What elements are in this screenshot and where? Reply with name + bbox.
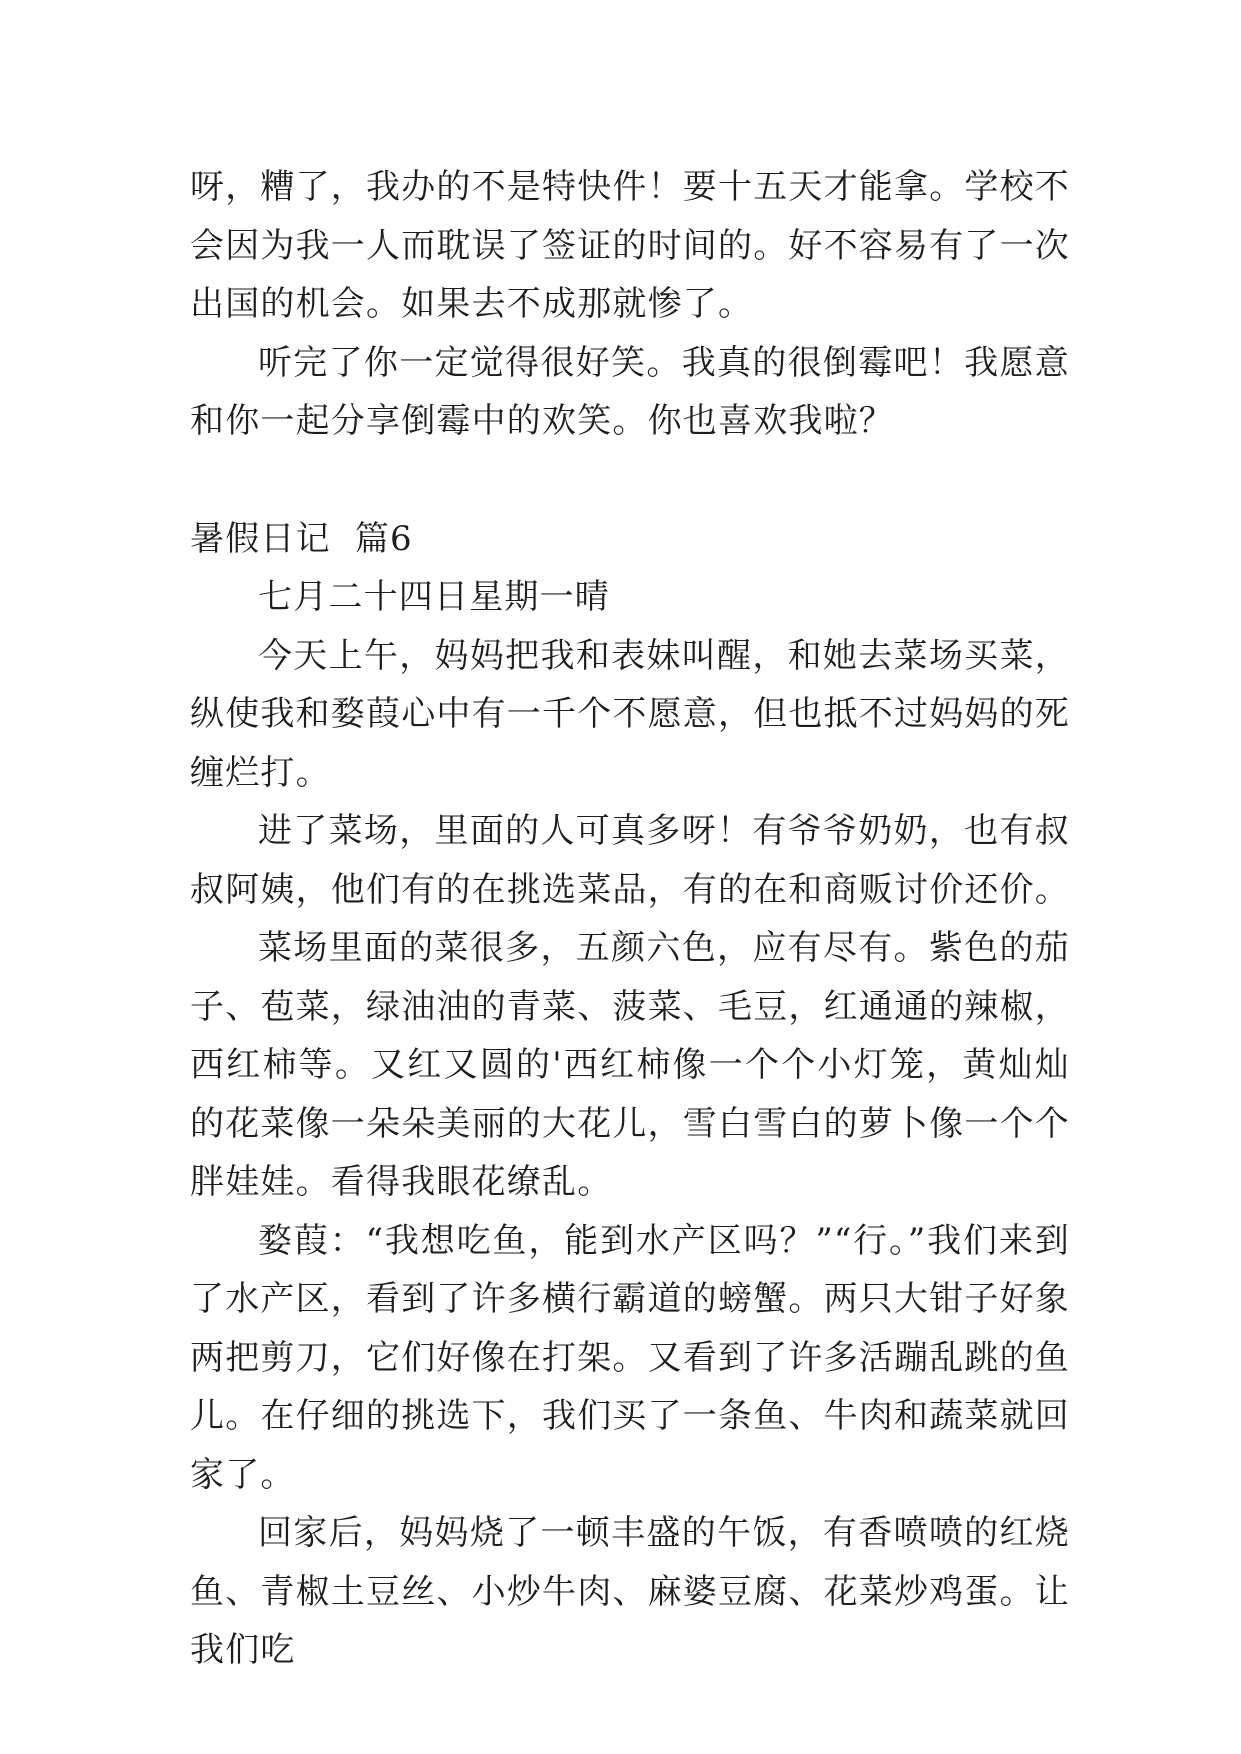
paragraph: 菜场里面的菜很多，五颜六色，应有尽有。紫色的茄子、苞菜，绿油油的青菜、菠菜、毛豆，红通通的辣椒，西红柿等。又红又圆的'西红柿像一个个小灯笼，黄灿灿的花菜像一朵朵美丽的大花儿，雪白雪白的萝卜像一个个胖娃娃。看得我眼花缭乱。: [190, 928, 1070, 1202]
diary-date-line: 七月二十四日星期一晴: [258, 577, 610, 617]
paragraph: 今天上午，妈妈把我和表妹叫醒，和她去菜场买菜，纵使我和婺葭心中有一千个不愿意，但也抵不过妈妈的死缠烂打。: [190, 635, 1070, 793]
paragraph: 听完了你一定觉得很好笑。我真的很倒霉吧！我愿意和你一起分享倒霉中的欢笑。你也喜欢我啦？: [190, 342, 1070, 441]
document-body: [190, 158, 1070, 1680]
paragraph: 回家后，妈妈烧了一顿丰盛的午饭，有香喷喷的红烧鱼、青椒土豆丝、小炒牛肉、麻婆豆腐、花菜炒鸡蛋。让我们吃: [190, 1513, 1070, 1670]
paragraph: 婺葭：“我想吃鱼，能到水产区吗？”“行。”我们来到了水产区，看到了许多横行霸道的螃蟹。两只大钳子好象两把剪刀，它们好像在打架。又看到了许多活蹦乱跳的鱼儿。在仔细的挑选下，我们买了一条鱼、牛肉和蔬菜就回家了。: [190, 1220, 1070, 1495]
paragraph: 进了菜场，里面的人可真多呀！有爷爷奶奶，也有叔叔阿姨，他们有的在挑选菜品，有的在和商贩讨价还价。: [190, 811, 1070, 910]
section-heading: 暑假日记 篇6: [190, 518, 413, 559]
paragraph-continuation: 呀，糟了，我办的不是特快件！要十五天才能拿。学校不会因为我一人而耽误了签证的时间的。好不容易有了一次出国的机会。如果去不成那就惨了。: [190, 167, 1070, 324]
section-gap: [190, 451, 1070, 510]
